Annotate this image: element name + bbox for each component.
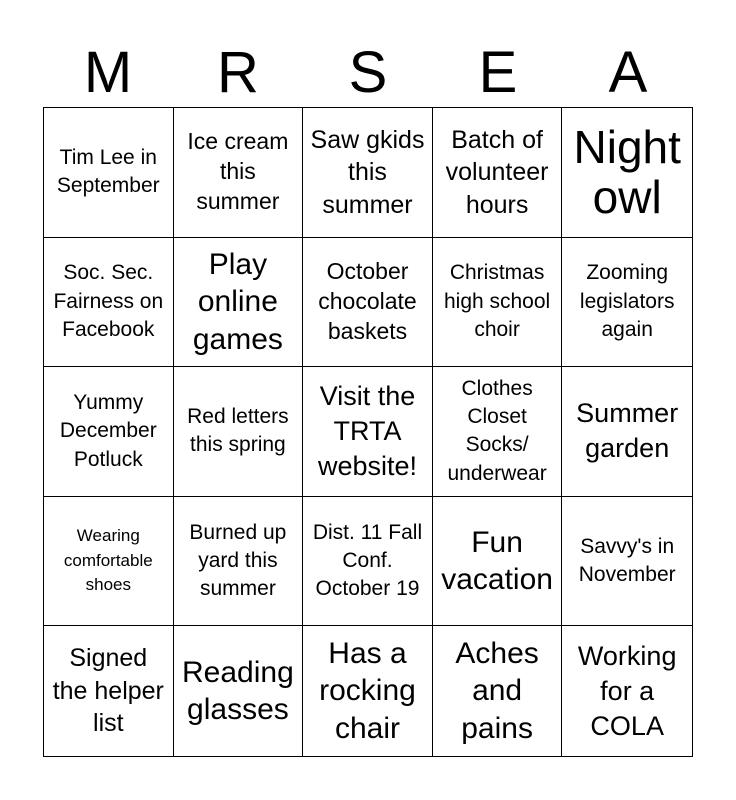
bingo-cell[interactable]: [174, 238, 304, 368]
cell-text: Play online games: [192, 247, 283, 356]
cell-text: Has a rocking chair: [319, 636, 416, 745]
bingo-cell[interactable]: [562, 367, 692, 497]
cell-text: Tim Lee in September: [56, 145, 160, 198]
cell-text: Burned up yard this summer: [189, 520, 287, 601]
bingo-cell[interactable]: [44, 497, 174, 627]
bingo-cell[interactable]: [303, 108, 433, 238]
bingo-cell[interactable]: [433, 238, 563, 368]
bingo-cell[interactable]: [433, 626, 563, 756]
header-letter-s: S: [348, 40, 388, 105]
bingo-cell[interactable]: [174, 626, 304, 756]
bingo-cell[interactable]: [433, 108, 563, 238]
bingo-cell[interactable]: [562, 626, 692, 756]
cell-text: Signed the helper list: [52, 644, 164, 738]
bingo-cell[interactable]: [433, 367, 563, 497]
cell-text: Fun vacation: [441, 525, 553, 597]
header-letter-m: M: [83, 40, 133, 105]
bingo-cell[interactable]: [44, 626, 174, 756]
cell-text: Working for a COLA: [577, 640, 677, 741]
bingo-cell[interactable]: [174, 367, 304, 497]
bingo-cell[interactable]: [562, 497, 692, 627]
cell-text: Dist. 11 Fall Conf. October 19: [312, 520, 423, 601]
bingo-cell[interactable]: [562, 238, 692, 368]
cell-text: Wearing comfortable shoes: [63, 526, 153, 595]
bingo-cell[interactable]: [44, 367, 174, 497]
bingo-header: [43, 38, 693, 108]
cell-text: October chocolate baskets: [318, 258, 417, 344]
bingo-cell[interactable]: [303, 367, 433, 497]
cell-text: Zooming legislators again: [579, 261, 675, 342]
cell-text: Soc. Sec. Fairness on Facebook: [53, 261, 164, 342]
cell-text: Aches and pains: [455, 636, 539, 745]
cell-text: Red letters this spring: [187, 405, 289, 457]
bingo-cell[interactable]: [174, 497, 304, 627]
bingo-cell[interactable]: [44, 108, 174, 238]
cell-text: Savvy's in November: [578, 534, 676, 587]
cell-text: Summer garden: [576, 398, 679, 464]
bingo-cell[interactable]: [303, 626, 433, 756]
cell-text: Yummy December Potluck: [59, 390, 157, 471]
cell-text: Clothes Closet Socks/ underwear: [447, 376, 547, 485]
header-letter-r: R: [217, 40, 259, 105]
cell-text: Ice cream this summer: [187, 128, 289, 215]
bingo-cell[interactable]: [44, 238, 174, 368]
cell-text: Saw gkids this summer: [310, 125, 425, 219]
cell-text: Christmas high school choir: [443, 261, 551, 342]
bingo-board: [43, 107, 693, 757]
cell-text: Night owl: [573, 120, 681, 224]
bingo-cell[interactable]: [303, 238, 433, 368]
header-letter-a: A: [608, 40, 648, 105]
header-letter-e: E: [478, 40, 518, 105]
bingo-cell[interactable]: [174, 108, 304, 238]
cell-text: Reading glasses: [182, 655, 294, 727]
cell-text: Batch of volunteer hours: [445, 125, 549, 219]
bingo-cell[interactable]: [562, 108, 692, 238]
bingo-cell[interactable]: [433, 497, 563, 627]
bingo-cell[interactable]: [303, 497, 433, 627]
cell-text: Visit the TRTA website!: [317, 380, 418, 482]
